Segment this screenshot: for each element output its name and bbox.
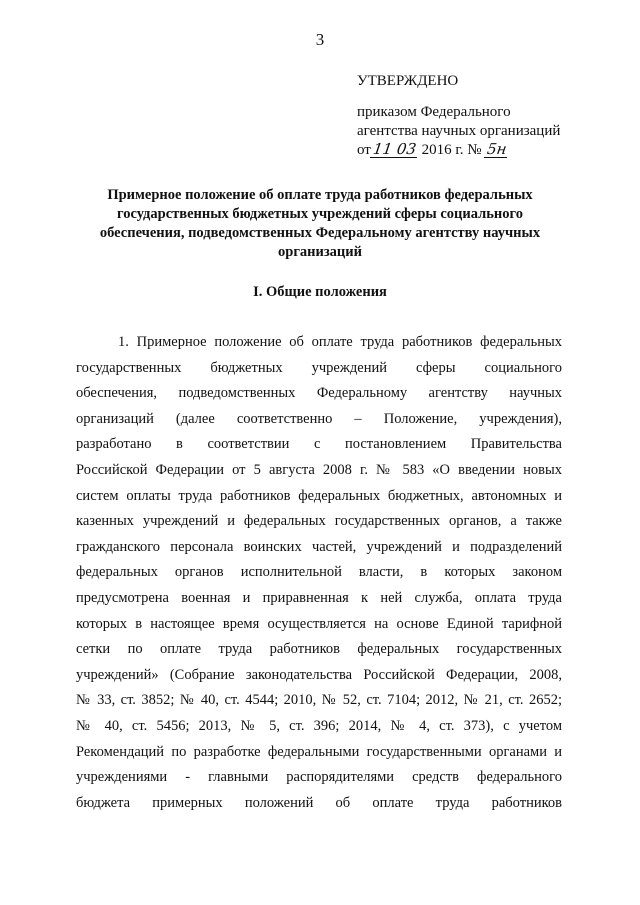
body-line: которых в настоящее время осуществляется на основе Единой тарифной [76,615,562,632]
date-prefix: от [357,142,371,158]
body-line: разработано в соответствии с постановлением Правительства [76,436,562,453]
document-title [90,186,550,262]
approval-block [357,72,607,160]
handwritten-order-number: 5н [486,140,509,158]
title-line: обеспечения, подведомственных Федеральному агентству научных [99,225,541,241]
body-line: учреждениями - главными распорядителями средств федерального [76,769,562,786]
year-and-number-label: 2016 г. № [421,142,482,158]
body-line: бюджета примерных положений об оплате труда работников [76,794,562,811]
handwritten-date: 11 03 [371,140,418,158]
body-line: сетки по оплате труда работников федеральных государственных [76,641,562,658]
approval-order-line: приказом Федерального [357,104,511,120]
body-line: № 33, ст. 3852; № 40, ст. 4544; 2010, № 52, ст. 7104; 2012, № 21, ст. 2652; [76,692,562,709]
title-line: организаций [278,244,362,260]
body-line: учреждений» (Собрание законодательства Российской Федерации, 2008, [76,666,562,683]
body-line: Российской Федерации от 5 августа 2008 г. № 583 «О введении новых [76,461,562,478]
body-line: государственных бюджетных учреждений сферы социального [76,359,562,376]
page-number: 3 [315,30,325,49]
body-line: систем оплаты труда работников федеральных бюджетных, автономных и [76,487,562,504]
body-line: федеральных органов исполнительной власти, в которых законом [76,564,562,581]
title-line: государственных бюджетных учреждений сферы социального [117,206,523,222]
title-line: Примерное положение об оплате труда работников федеральных [107,187,533,203]
body-line: казенных учреждений и федеральных государственных органов, а также [76,513,562,530]
approval-date-line [357,141,607,160]
body-line: организаций (далее соответственно – Положение, учреждения), [76,410,562,427]
section-heading: I. Общие положения [253,284,387,300]
body-line: № 40, ст. 5456; 2013, № 5, ст. 396; 2014, № 4, ст. 373), с учетом [76,717,562,734]
body-line: обеспечения, подведомственных Федеральному агентству научных [76,385,562,402]
approval-stamp-title: УТВЕРЖДЕНО [357,73,459,89]
body-line: гражданского персонала воинских частей, учреждений и подразделений [76,538,562,555]
body-line: предусмотрена военная и приравненная к ней служба, оплата труда [76,589,562,606]
body-paragraph [76,330,562,816]
body-line: 1. Примерное положение об оплате труда работников федеральных [118,334,562,350]
approval-agency-line: агентства научных организаций [357,123,561,139]
body-line: Рекомендаций по разработке федеральными государственными органами и [76,743,562,760]
